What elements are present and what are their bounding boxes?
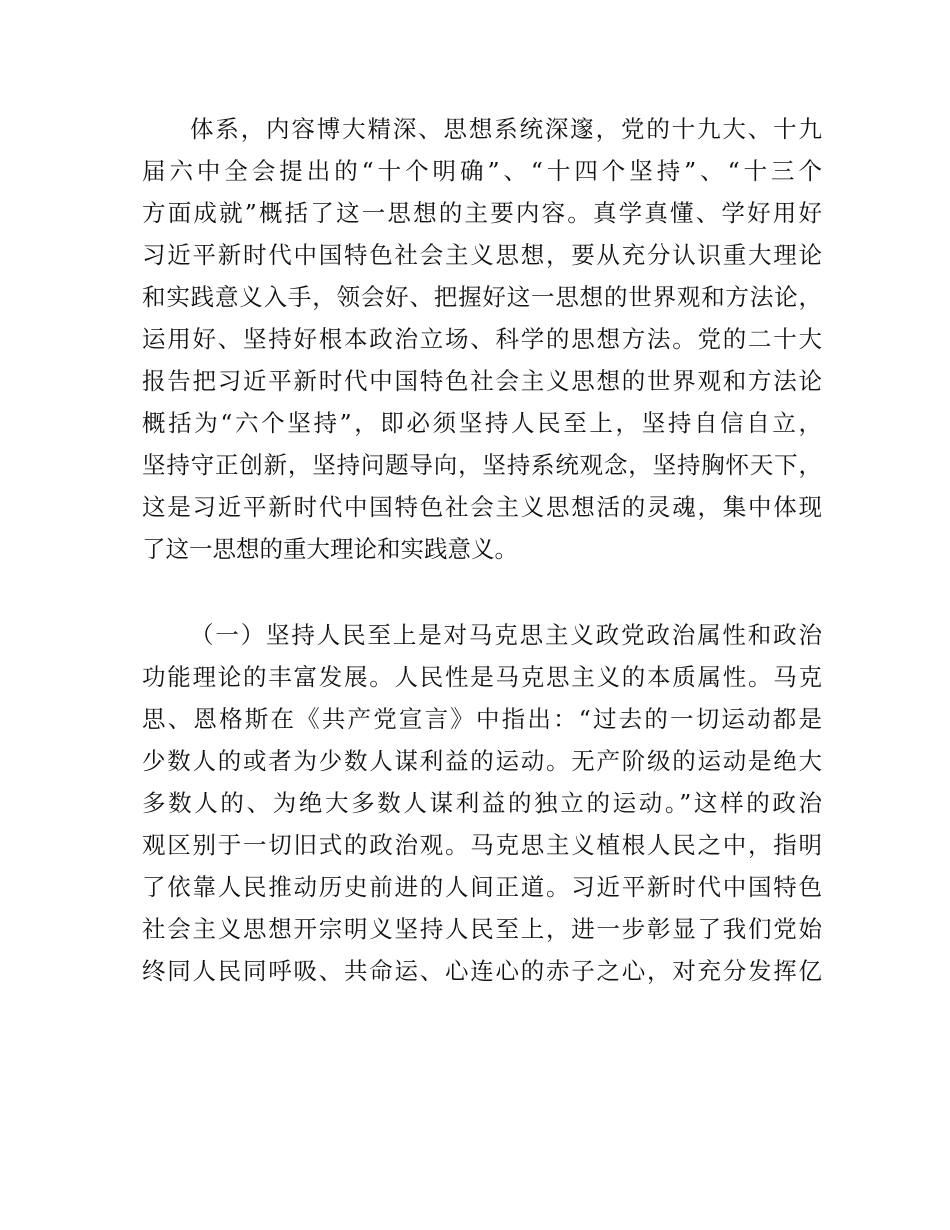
paragraph-line: 报告把习近平新时代中国特色社会主义思想的世界观和方法论 — [142, 367, 822, 395]
paragraph-line: 少数人的或者为少数人谋利益的运动。无产阶级的运动是绝大 — [142, 747, 822, 775]
paragraph-line: 和实践意义入手，领会好、把握好这一思想的世界观和方法论， — [142, 283, 822, 311]
paragraph-line: （一）坚持人民至上是对马克思主义政党政治属性和政治 — [190, 621, 822, 649]
paragraph-line: 功能理论的丰富发展。人民性是马克思主义的本质属性。马克 — [142, 663, 822, 691]
paragraph-line: 运用好、坚持好根本政治立场、科学的思想方法。党的二十大 — [142, 325, 822, 353]
paragraph-line: 了这一思想的重大理论和实践意义。 — [142, 535, 518, 563]
paragraph-line: 方面成就”概括了这一思想的主要内容。真学真懂、学好用好 — [142, 199, 822, 227]
paragraph-line: 多数人的、为绝大多数人谋利益的独立的运动。”这样的政治 — [142, 789, 822, 817]
paragraph-line: 观区别于一切旧式的政治观。马克思主义植根人民之中，指明 — [142, 831, 822, 859]
paragraph-line: 了依靠人民推动历史前进的人间正道。习近平新时代中国特色 — [142, 873, 822, 901]
paragraph-line: 概括为“六个坚持”，即必须坚持人民至上，坚持自信自立， — [142, 409, 822, 437]
paragraph-line: 社会主义思想开宗明义坚持人民至上，进一步彰显了我们党始 — [142, 915, 822, 943]
paragraph-line: 届六中全会提出的“十个明确”、“十四个坚持”、“十三个 — [142, 157, 822, 185]
paragraph-2 — [142, 614, 822, 992]
paragraph-line: 这是习近平新时代中国特色社会主义思想活的灵魂，集中体现 — [142, 493, 822, 521]
paragraph-line: 习近平新时代中国特色社会主义思想，要从充分认识重大理论 — [142, 241, 822, 269]
paragraph-line: 体系，内容博大精深、思想系统深邃，党的十九大、十九 — [190, 115, 822, 143]
paragraph-line: 思、恩格斯在《共产党宣言》中指出：“过去的一切运动都是 — [142, 705, 822, 733]
paragraph-line: 坚持守正创新，坚持问题导向，坚持系统观念，坚持胸怀天下， — [142, 451, 822, 479]
paragraph-line: 终同人民同呼吸、共命运、心连心的赤子之心，对充分发挥亿 — [142, 957, 822, 985]
paragraph-1 — [142, 108, 822, 570]
